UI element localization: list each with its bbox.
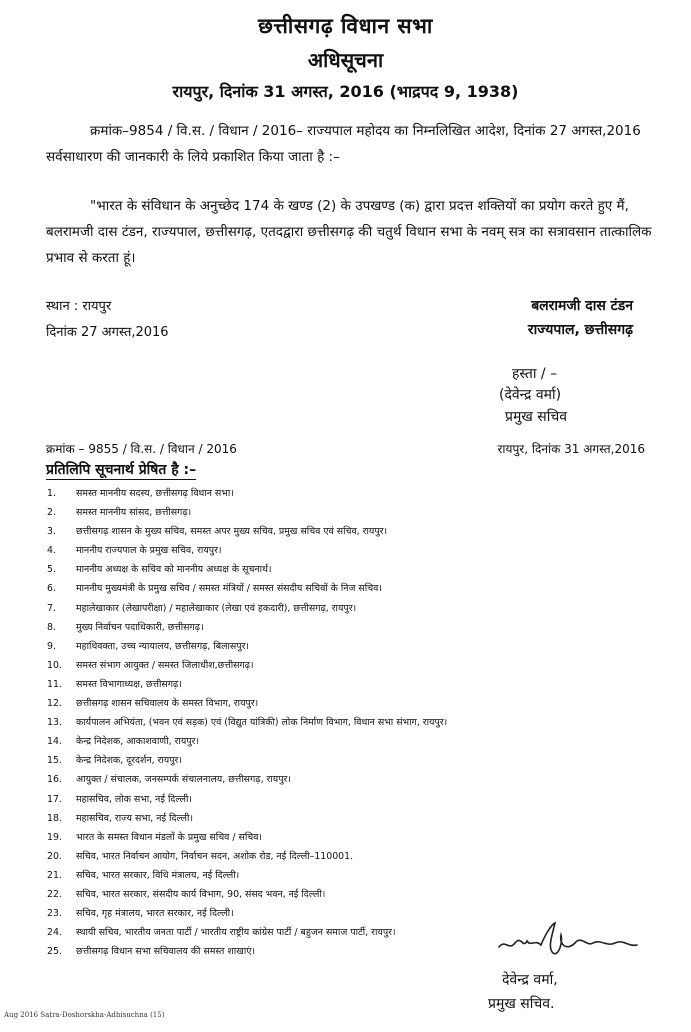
list-item-number: 8.	[47, 621, 56, 633]
copy-heading	[46, 460, 196, 479]
list-item-number: 23.	[47, 908, 62, 920]
list-item	[47, 790, 607, 809]
list-item-number: 2.	[47, 507, 56, 519]
list-item-number: 13.	[47, 717, 62, 729]
list-item-number: 10.	[47, 659, 62, 671]
list-item-number: 15.	[47, 755, 62, 767]
list-item-number: 5.	[47, 564, 56, 576]
list-item-text: मुख्य निर्वाचन पदाधिकारी, छत्तीसगढ़।	[76, 621, 204, 633]
list-item	[47, 847, 607, 866]
list-item-text: भारत के समस्त विधान मंडलों के प्रमुख सचिव / सचिव।	[76, 831, 262, 843]
list-item-text: सचिव, भारत निर्वाचन आयोग, निर्वाचन सदन, अशोक रोड, नई दिल्ली–110001.	[76, 850, 354, 862]
list-item-number: 20.	[47, 850, 62, 862]
list-item	[47, 809, 607, 828]
list-item-text: कार्यपालन अभियंता, (भवन एवं सड़क) एवं (विद्युत यांत्रिकी) लोक निर्माण विभाग, विधान सभा संभाग, रायपुर।	[76, 717, 448, 729]
signed-mark: हस्ता / –	[512, 366, 558, 382]
list-item-number: 22.	[47, 888, 62, 900]
list-item	[47, 713, 607, 732]
list-item-text: समस्त संभाग आयुक्त / समस्त जिलाधीश,छत्तीसगढ़।	[76, 659, 254, 671]
copy-date: रायपुर, दिनांक 31 अगस्त,2016	[497, 442, 645, 456]
list-item-text: महालेखाकार (लेखापरीक्षा) / महालेखाकार (लेखा एवं हकदारी), छत्तीसगढ़, रायपुर।	[76, 602, 357, 614]
list-item-number: 17.	[47, 793, 62, 805]
dateline: रायपुर, दिनांक 31 अगस्त, 2016 (भाद्रपद 9, 1938)	[172, 82, 519, 101]
handwritten-signature	[497, 917, 657, 967]
list-item	[47, 522, 607, 541]
list-item-text: समस्त माननीय सांसद, छत्तीसगढ़।	[76, 507, 192, 519]
list-item	[47, 579, 607, 598]
assembly-title: छत्तीसगढ़ विधान सभा	[258, 14, 433, 38]
footer-note: Aug 2016 Satra-Doshorskha-Adhisuchna (15)	[4, 1011, 165, 1019]
list-item-number: 6.	[47, 583, 56, 595]
list-item	[47, 484, 607, 503]
intro-paragraph: क्रमांक–9854 / वि.स. / विधान / 2016– राज्यपाल महोदय का निम्नलिखित आदेश, दिनांक 27 अगस्त,2016 सर्वसाधारण की जानकारी के लिये प्रकाशित किया जाता है :–	[46, 123, 641, 165]
order-date: दिनांक 27 अगस्त,2016	[46, 325, 169, 340]
list-item	[47, 656, 607, 675]
list-item	[47, 694, 607, 713]
list-item	[47, 541, 607, 560]
copy-reference: क्रमांक – 9855 / वि.स. / विधान / 2016	[46, 442, 237, 456]
list-item-number: 16.	[47, 774, 62, 786]
list-item	[47, 732, 607, 751]
list-item-text: माननीय मुख्यमंत्री के प्रमुख सचिव / समस्त मंत्रियों / समस्त संसदीय सचिवों के निज सचिव।	[76, 583, 382, 595]
list-item-text: सचिव, गृह मंत्रालय, भारत सरकार, नई दिल्ली।	[76, 908, 234, 920]
governor-order-paragraph: "भारत के संविधान के अनुच्छेद 174 के खण्ड (2) के उपखण्ड (क) द्वारा प्रदत्त शक्तियों का प्रयोग करते हुए मैं, बलरामजी दास टंडन, राज्यपाल, छत्तीसगढ़, एतदद्वारा छत्तीसगढ़ की चतुर्थ विधान सभा के नवम् सत्र का सत्रावसान तात्कालिक प्रभाव से करता हूं।	[46, 198, 652, 266]
list-item-text: छत्तीसगढ़ विधान सभा सचिवालय की समस्त शाखाएं।	[76, 946, 256, 958]
list-item-text: सचिव, भारत सरकार, संसदीय कार्य विभाग, 90, संसद भवन, नई दिल्ली।	[76, 888, 326, 900]
list-item-text: माननीय राज्यपाल के प्रमुख सचिव, रायपुर।	[76, 545, 222, 557]
list-item-number: 9.	[47, 640, 56, 652]
copy-heading-text: प्रतिलिपि सूचनार्थ प्रेषित है :–	[46, 462, 197, 478]
list-item-text: छत्तीसगढ़ शासन सचिवालय के समस्त विभाग, रायपुर।	[76, 698, 259, 710]
place-label: स्थान : रायपुर	[46, 299, 112, 314]
list-item	[47, 618, 607, 637]
list-item-text: माननीय अध्यक्ष के सचिव को माननीय अध्यक्ष के सूचनार्थ।	[76, 564, 272, 576]
list-item-text: छत्तीसगढ़ शासन के मुख्य सचिव, समस्त अपर मुख्य सचिव, प्रमुख सचिव एवं सचिव, रायपुर।	[76, 526, 388, 538]
list-item-number: 19.	[47, 831, 62, 843]
list-item-number: 1.	[47, 488, 56, 499]
list-item	[47, 770, 607, 789]
list-item	[47, 637, 607, 656]
list-item-number: 25.	[47, 946, 62, 958]
list-item-text: समस्त माननीय सदस्य, छत्तीसगढ़ विधान सभा।	[76, 488, 234, 499]
list-item-text: केन्द्र निदेशक, आकाशवाणी, रायपुर।	[76, 736, 200, 748]
recipient-list	[47, 484, 607, 961]
list-item-number: 24.	[47, 927, 62, 939]
list-item	[47, 828, 607, 847]
list-item	[47, 560, 607, 579]
list-item-text: महाधिवक्ता, उच्च न्यायालय, छत्तीसगढ़, बिलासपुर।	[76, 640, 249, 652]
governor-title: राज्यपाल, छत्तीसगढ़	[527, 322, 633, 338]
list-item-number: 7.	[47, 602, 56, 614]
list-item	[47, 751, 607, 770]
list-item-text: समस्त विभागाध्यक्ष, छत्तीसगढ़।	[76, 678, 182, 690]
list-item	[47, 599, 607, 618]
list-item-text: केन्द्र निदेशक, दूरदर्शन, रायपुर।	[76, 755, 182, 767]
list-item-text: महासचिव, लोक सभा, नई दिल्ली।	[76, 793, 192, 805]
list-item	[47, 675, 607, 694]
list-item-text: महासचिव, राज्य सभा, नई दिल्ली।	[76, 812, 194, 824]
governor-name: बलरामजी दास टंडन	[531, 298, 633, 314]
list-item-number: 14.	[47, 736, 62, 748]
list-item	[47, 866, 607, 885]
secretary-name: (देवेन्द्र वर्मा)	[499, 387, 562, 403]
list-item-number: 11.	[47, 678, 62, 690]
final-signatory-title: प्रमुख सचिव.	[488, 996, 555, 1012]
list-item-text: स्थायी सचिव, भारतीय जनता पार्टी / भारतीय राष्ट्रीय कांग्रेस पार्टी / बहुजन समाज पार्टी, रायपुर।	[76, 927, 396, 939]
list-item-text: आयुक्त / संचालक, जनसम्पर्क संचालनालय, छत्तीसगढ़, रायपुर।	[76, 774, 291, 786]
list-item-number: 12.	[47, 698, 62, 710]
list-item-number: 3.	[47, 526, 56, 538]
final-signatory-name: देवेन्द्र वर्मा,	[502, 972, 558, 988]
secretary-title: प्रमुख सचिव	[505, 409, 568, 425]
notification-heading: अधिसूचना	[307, 48, 384, 72]
list-item-number: 4.	[47, 545, 56, 557]
list-item	[47, 503, 607, 522]
list-item-number: 21.	[47, 869, 62, 881]
list-item-number: 18.	[47, 812, 62, 824]
list-item-text: सचिव, भारत सरकार, विधि मंत्रालय, नई दिल्ली।	[76, 869, 240, 881]
list-item	[47, 885, 607, 904]
